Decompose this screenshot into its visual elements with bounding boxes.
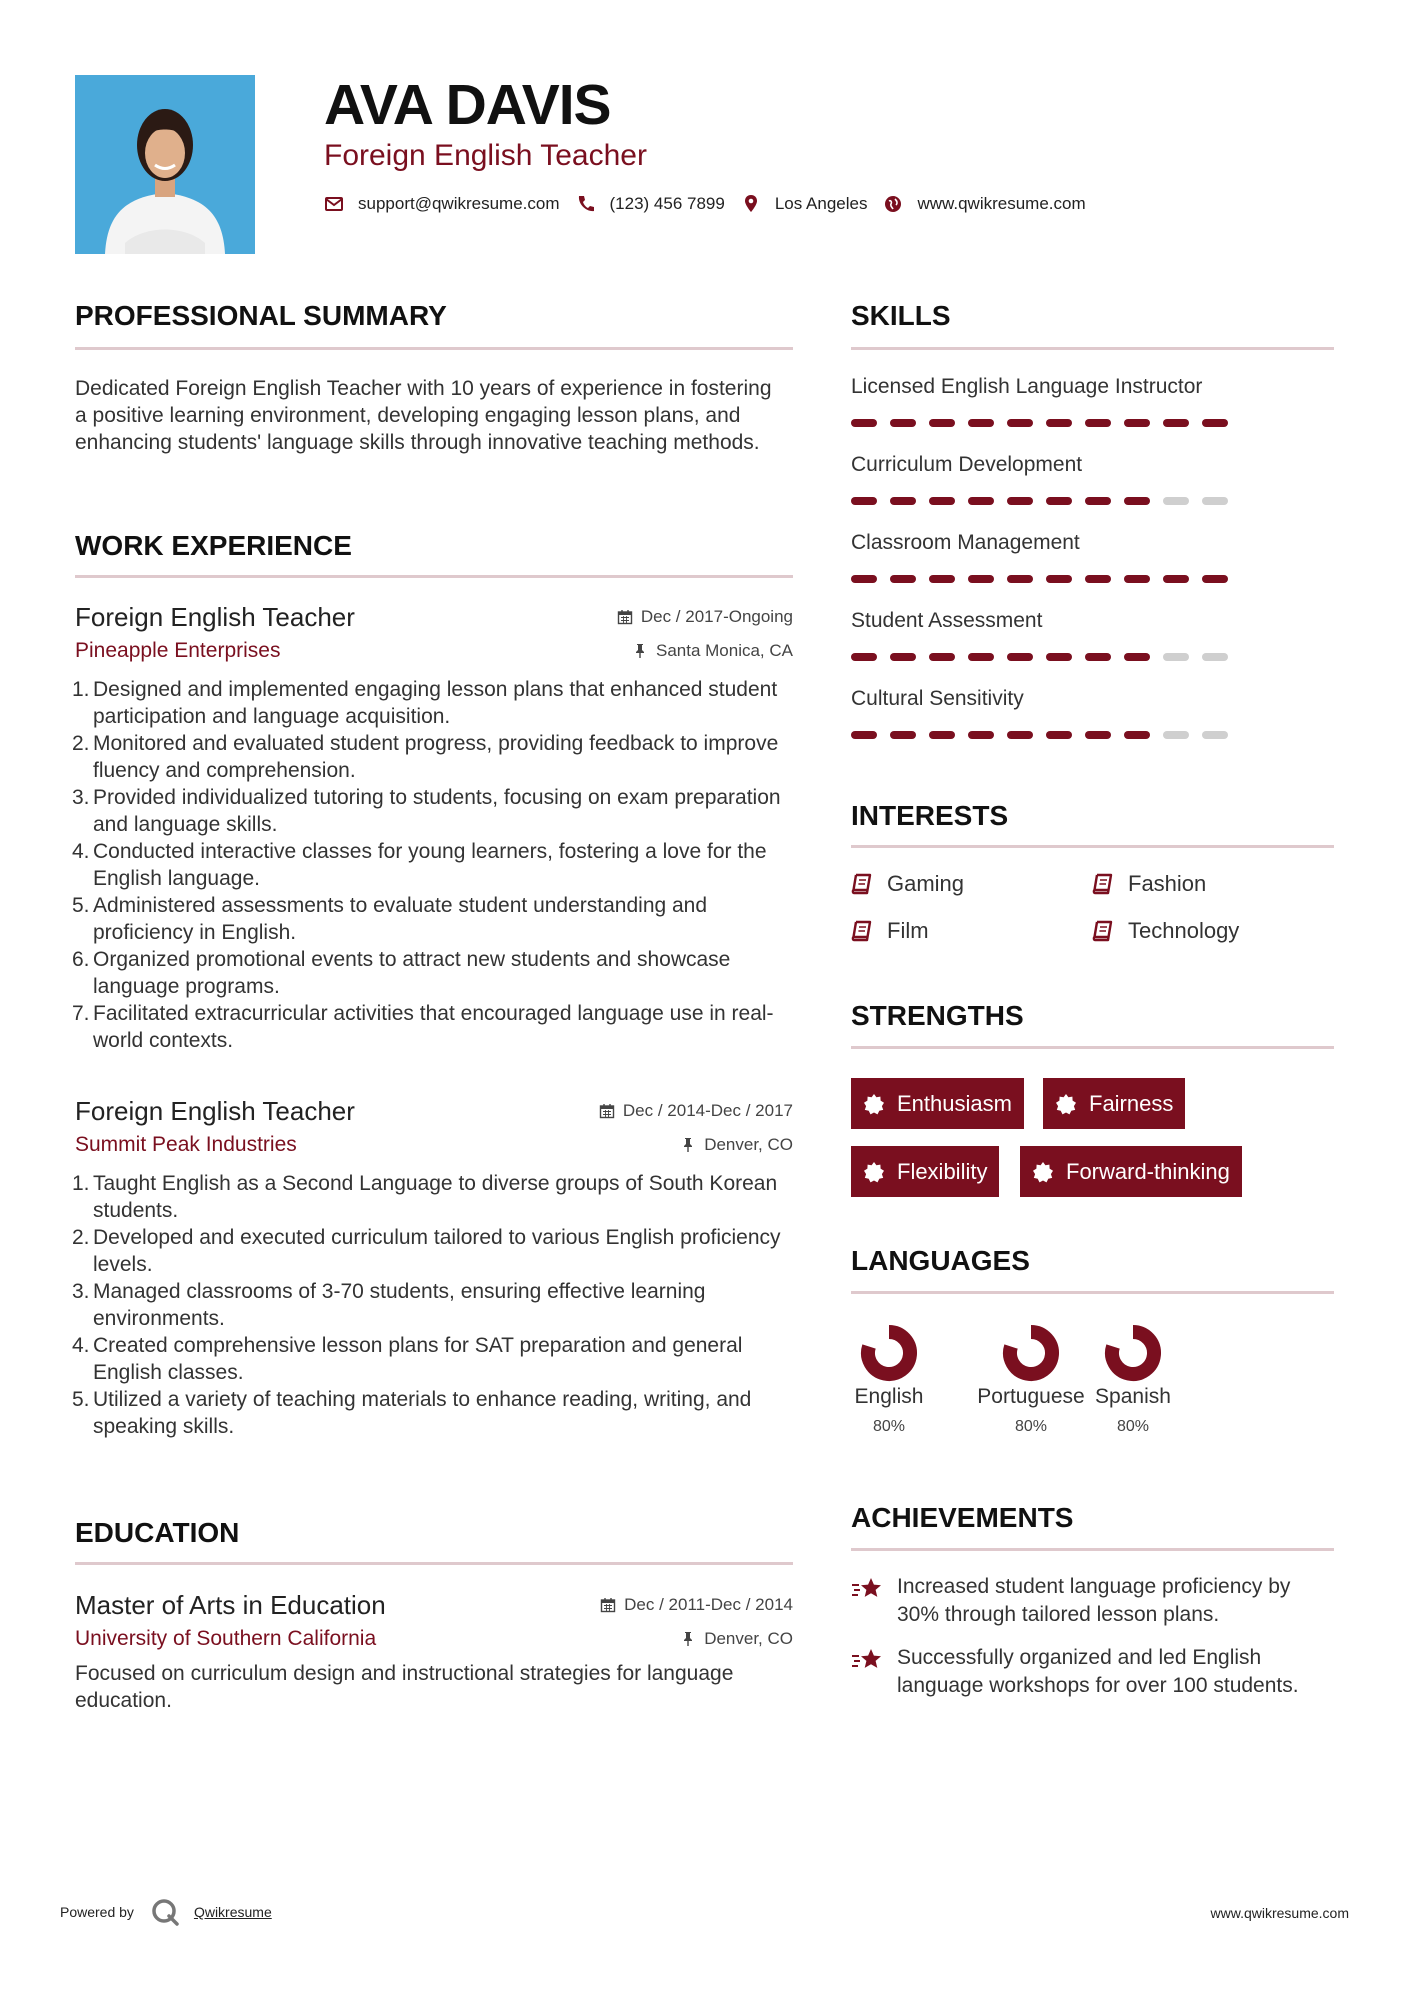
contact-email-text: support@qwikresume.com xyxy=(358,194,560,213)
company-name: Pineapple Enterprises xyxy=(75,639,281,662)
qwikresume-link[interactable]: Qwikresume xyxy=(193,1904,272,1920)
book-icon xyxy=(1092,873,1114,895)
skill-dot-filled xyxy=(1124,575,1150,583)
skill-level-meter xyxy=(851,731,1334,739)
duties-list xyxy=(72,1170,785,1440)
language-percent: 80% xyxy=(1116,1418,1150,1435)
pushpin-icon xyxy=(632,643,648,659)
skill-dot-filled xyxy=(1163,575,1189,583)
strength-tag xyxy=(1043,1078,1185,1129)
skill-dot-empty xyxy=(1202,731,1228,739)
star-trophy-icon xyxy=(851,1646,885,1674)
duty-item: 3. Provided individualized tutoring to students, focusing on exam preparation and language skills. xyxy=(72,786,781,836)
book-icon xyxy=(1092,920,1114,942)
language-progress-ring xyxy=(1000,1322,1062,1384)
skill-dot-filled xyxy=(1085,731,1111,739)
skill-dot-filled xyxy=(890,731,916,739)
envelope-icon xyxy=(324,194,344,214)
skill-dot-filled xyxy=(929,497,955,505)
interest-label: Technology xyxy=(1128,918,1240,943)
skill-dot-filled xyxy=(929,731,955,739)
strengths-heading: STRENGTHS xyxy=(851,1000,1024,1031)
skill-dot-filled xyxy=(1007,497,1033,505)
education-dates xyxy=(600,1594,793,1616)
interest-item xyxy=(851,917,929,945)
degree-title: Master of Arts in Education xyxy=(75,1590,386,1620)
skill-dot-filled xyxy=(851,419,877,427)
candidate-name: AVA DAVIS xyxy=(324,73,611,137)
job-location xyxy=(632,640,793,662)
summary-text: Dedicated Foreign English Teacher with 10 years of experience in fostering a positive learning environment, developing engaging lesson plans, and enhancing students' language skills through innovative teaching methods. xyxy=(75,377,772,454)
duty-item: 5. Administered assessments to evaluate student understanding and proficiency in English. xyxy=(72,894,708,944)
badge-icon xyxy=(1055,1093,1077,1115)
interest-label: Gaming xyxy=(887,871,965,896)
duty-item: 2. Developed and executed curriculum tailored to various English proficiency levels. xyxy=(72,1226,781,1276)
duty-item: 3. Managed classrooms of 3-70 students, ensuring effective learning environments. xyxy=(72,1280,706,1330)
skill-level-meter xyxy=(851,653,1334,661)
skill-name: Student Assessment xyxy=(851,609,1043,632)
powered-by-label: Powered by xyxy=(60,1904,134,1920)
profile-photo xyxy=(75,75,255,254)
duty-item: 4. Created comprehensive lesson plans for SAT preparation and general English classes. xyxy=(72,1334,743,1384)
strength-label: Flexibility xyxy=(897,1158,988,1184)
skill-dot-filled xyxy=(1046,419,1072,427)
skill-dot-filled xyxy=(851,575,877,583)
skill-dot-filled xyxy=(1007,731,1033,739)
skill-dot-filled xyxy=(1046,497,1072,505)
strength-label: Forward-thinking xyxy=(1066,1158,1230,1184)
education-heading: EDUCATION xyxy=(75,1517,240,1548)
education-description: Focused on curriculum design and instructional strategies for language education. xyxy=(75,1662,734,1712)
skills-heading: SKILLS xyxy=(851,300,951,331)
job-title: Foreign English Teacher xyxy=(75,1096,355,1126)
strengths-divider xyxy=(851,1046,1334,1049)
duty-item: 2. Monitored and evaluated student progress, providing feedback to improve fluency and comprehension. xyxy=(72,732,779,782)
book-icon xyxy=(851,920,873,942)
language-item xyxy=(970,1322,1092,1438)
achievement-item xyxy=(851,1573,1334,1629)
duty-item: 1. Taught English as a Second Language to diverse groups of South Korean students. xyxy=(72,1172,778,1222)
contact-bar xyxy=(324,192,1102,216)
education-entry xyxy=(75,1590,793,1714)
contact-phone[interactable] xyxy=(576,192,725,216)
contact-location-text: Los Angeles xyxy=(774,194,868,213)
skill-dot-filled xyxy=(851,731,877,739)
skill-level-meter xyxy=(851,575,1334,583)
skill-item xyxy=(851,530,1334,608)
company-name: Summit Peak Industries xyxy=(75,1133,297,1156)
language-progress-ring xyxy=(858,1322,920,1384)
strength-tag xyxy=(851,1146,999,1197)
school-name: University of Southern California xyxy=(75,1627,377,1650)
education-location-text: Denver, CO xyxy=(704,1629,793,1648)
duty-item: 7. Facilitated extracurricular activities that encouraged language use in real-world contexts. xyxy=(72,1002,774,1052)
badge-icon xyxy=(863,1093,885,1115)
job-title: Foreign English Teacher xyxy=(75,602,355,632)
map-pin-icon xyxy=(741,194,761,214)
interest-item xyxy=(1092,870,1206,898)
skill-dot-filled xyxy=(1046,731,1072,739)
skills-list xyxy=(851,374,1334,764)
achievement-text: Successfully organized and led English language workshops for over 100 students. xyxy=(897,1646,1299,1697)
skill-item xyxy=(851,374,1334,452)
job-location-text: Santa Monica, CA xyxy=(655,641,793,660)
skill-dot-filled xyxy=(851,497,877,505)
pushpin-icon xyxy=(680,1137,696,1153)
education-divider xyxy=(75,1562,793,1565)
skill-dot-filled xyxy=(968,653,994,661)
education-location xyxy=(680,1628,793,1650)
skill-dot-empty xyxy=(1202,497,1228,505)
skill-dot-empty xyxy=(1202,653,1228,661)
qwikresume-logo-icon xyxy=(150,1897,180,1927)
skill-dot-empty xyxy=(1163,497,1189,505)
job-dates xyxy=(617,606,793,628)
skill-dot-filled xyxy=(968,575,994,583)
achievements-heading: ACHIEVEMENTS xyxy=(851,1502,1074,1533)
skill-dot-filled xyxy=(1085,575,1111,583)
skill-dot-filled xyxy=(929,575,955,583)
language-ring-arc xyxy=(868,1332,910,1374)
summary-divider xyxy=(75,347,793,350)
skill-item xyxy=(851,608,1334,686)
skill-item xyxy=(851,452,1334,530)
work-heading: WORK EXPERIENCE xyxy=(75,530,352,561)
skill-name: Curriculum Development xyxy=(851,453,1083,476)
contact-website[interactable] xyxy=(883,192,1085,216)
language-percent: 80% xyxy=(872,1418,906,1435)
skill-dot-filled xyxy=(929,419,955,427)
skill-dot-filled xyxy=(1085,497,1111,505)
skill-dot-filled xyxy=(1124,731,1150,739)
job-dates-text: Dec / 2014-Dec / 2017 xyxy=(622,1101,793,1120)
duty-item: 6. Organized promotional events to attract new students and showcase language programs. xyxy=(72,948,731,998)
summary-heading: PROFESSIONAL SUMMARY xyxy=(75,300,447,331)
skill-dot-filled xyxy=(929,653,955,661)
strength-label: Fairness xyxy=(1089,1090,1174,1116)
skill-dot-filled xyxy=(890,419,916,427)
skill-dot-filled xyxy=(968,419,994,427)
skill-dot-filled xyxy=(1046,653,1072,661)
pushpin-icon xyxy=(680,1631,696,1647)
language-name: English xyxy=(854,1385,924,1408)
contact-phone-text: (123) 456 7899 xyxy=(609,194,725,213)
skill-dot-empty xyxy=(1163,731,1189,739)
language-name: Spanish xyxy=(1095,1385,1171,1408)
skill-dot-filled xyxy=(1202,575,1228,583)
language-item xyxy=(1092,1322,1174,1438)
language-progress-ring xyxy=(1102,1322,1164,1384)
book-icon xyxy=(851,873,873,895)
skill-dot-filled xyxy=(1085,653,1111,661)
skill-dot-filled xyxy=(1007,419,1033,427)
badge-icon xyxy=(863,1161,885,1183)
work-divider xyxy=(75,575,793,578)
duty-item: 5. Utilized a variety of teaching materials to enhance reading, writing, and speaking skills. xyxy=(72,1388,752,1438)
languages-heading: LANGUAGES xyxy=(851,1245,1030,1276)
skills-divider xyxy=(851,347,1334,350)
interest-label: Film xyxy=(887,918,929,943)
job-entry xyxy=(72,1096,793,1440)
strength-tag xyxy=(1020,1146,1242,1197)
job-location-text: Denver, CO xyxy=(704,1135,793,1154)
profile-photo-image xyxy=(75,75,255,254)
language-percent: 80% xyxy=(1014,1418,1048,1435)
globe-icon xyxy=(883,194,903,214)
skill-dot-empty xyxy=(1163,653,1189,661)
skill-dot-filled xyxy=(890,575,916,583)
achievement-text: Increased student language proficiency by 30% through tailored lesson plans. xyxy=(897,1575,1291,1626)
languages-divider xyxy=(851,1291,1334,1294)
skill-level-meter xyxy=(851,497,1334,505)
job-dates xyxy=(599,1100,793,1122)
star-trophy-icon xyxy=(851,1575,885,1603)
skill-dot-filled xyxy=(968,731,994,739)
duty-item: 4. Conducted interactive classes for young learners, fostering a love for the English language. xyxy=(72,840,767,890)
interest-item xyxy=(851,870,964,898)
skill-name: Classroom Management xyxy=(851,531,1080,554)
phone-icon xyxy=(576,194,596,214)
interests-heading: INTERESTS xyxy=(851,800,1009,831)
achievements-divider xyxy=(851,1548,1334,1551)
footer-website[interactable]: www.qwikresume.com xyxy=(1210,1905,1349,1921)
language-item xyxy=(851,1322,927,1438)
skill-dot-filled xyxy=(1124,497,1150,505)
education-dates-text: Dec / 2011-Dec / 2014 xyxy=(624,1595,793,1614)
contact-email[interactable] xyxy=(324,192,560,216)
skill-level-meter xyxy=(851,419,1334,427)
calendar-icon xyxy=(600,1597,616,1613)
calendar-icon xyxy=(617,609,633,625)
skill-name: Licensed English Language Instructor xyxy=(851,375,1203,398)
contact-location xyxy=(741,192,868,216)
skill-dot-filled xyxy=(1046,575,1072,583)
skill-dot-filled xyxy=(851,653,877,661)
language-ring-arc xyxy=(1112,1332,1154,1374)
skill-dot-filled xyxy=(1124,419,1150,427)
strength-label: Enthusiasm xyxy=(897,1090,1012,1116)
achievement-item xyxy=(851,1644,1334,1700)
skill-name: Cultural Sensitivity xyxy=(851,687,1024,710)
skill-dot-filled xyxy=(1007,653,1033,661)
skill-dot-filled xyxy=(1124,653,1150,661)
job-entry xyxy=(72,602,793,1054)
skill-dot-filled xyxy=(968,497,994,505)
skill-dot-filled xyxy=(1085,419,1111,427)
interest-label: Fashion xyxy=(1128,871,1207,896)
interests-divider xyxy=(851,845,1334,848)
footer-branding xyxy=(60,1897,272,1927)
skill-item xyxy=(851,686,1334,764)
language-name: Portuguese xyxy=(977,1385,1085,1408)
calendar-icon xyxy=(599,1103,615,1119)
skill-dot-filled xyxy=(1007,575,1033,583)
job-location xyxy=(680,1134,793,1156)
duties-list xyxy=(72,676,785,1054)
skill-dot-filled xyxy=(1202,419,1228,427)
skill-dot-filled xyxy=(890,497,916,505)
skill-dot-filled xyxy=(890,653,916,661)
language-ring-arc xyxy=(1010,1332,1052,1374)
duty-item: 1. Designed and implemented engaging lesson plans that enhanced student participation and language acquisition. xyxy=(72,678,778,728)
interest-item xyxy=(1092,917,1239,945)
badge-icon xyxy=(1032,1161,1054,1183)
skill-dot-filled xyxy=(1163,419,1189,427)
contact-website-text: www.qwikresume.com xyxy=(917,194,1086,213)
candidate-title: Foreign English Teacher xyxy=(324,139,647,172)
strength-tag xyxy=(851,1078,1024,1129)
job-dates-text: Dec / 2017-Ongoing xyxy=(640,607,793,626)
